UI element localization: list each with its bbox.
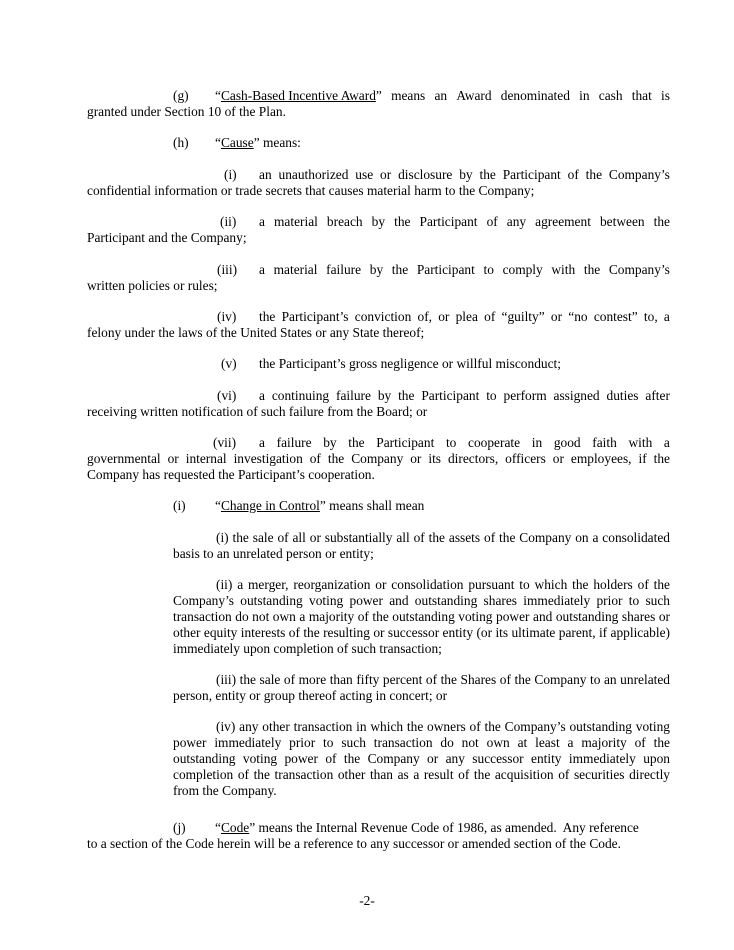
cause-item-ii: (ii) a material breach by the Participant of any agreement between the Participant and the Company; <box>87 214 670 245</box>
cause-item-vii-label: (vii) <box>213 435 237 450</box>
term-change-in-control: Change in Control <box>220 498 320 513</box>
cause-item-vi-label: (vi) <box>217 388 237 403</box>
term-code: Code <box>220 820 250 835</box>
change-in-control-sub-iv: (iv) any other transaction in which the owners of the Company’s outstanding voting power immediately prior to such transaction do not own at least a majority of the outstanding voting power of the Company or any successor entity immediately upon completion of the transaction other than as a result of the acquisition of securities directly from the Company. <box>173 719 670 798</box>
cause-item-vii: (vii) a failure by the Participant to cooperate in good faith with a governmental or internal investigation of the Company or its directors, officers or employees, if the Company has requested the Participant’s cooperation. <box>87 435 670 482</box>
definition-i-label: (i) <box>173 498 186 513</box>
cause-item-iv: (iv) the Participant’s conviction of, or plea of “guilty” or “no contest” to, a felony under the laws of the United States or any State thereof; <box>87 309 670 340</box>
definition-i: (i) “Change in Control” means shall mean <box>173 498 425 513</box>
cause-item-iii-label: (iii) <box>217 262 238 277</box>
definition-j-label: (j) <box>173 820 186 835</box>
definition-g-line1: (g) “Cash-Based Incentive Award” means an Award denominated in cash that is <box>173 88 670 103</box>
cause-item-vi: (vi) a continuing failure by the Participant to perform assigned duties after receiving written notification of such failure from the Board; or <box>87 388 670 419</box>
definition-g-label: (g) <box>173 88 189 103</box>
cause-item-v: (v) the Participant’s gross negligence or willful misconduct; <box>221 356 561 371</box>
term-cash-based-incentive-award: Cash-Based Incentive Award <box>220 88 376 103</box>
cause-item-iv-label: (iv) <box>217 309 237 324</box>
definition-j: (j) “Code” means the Internal Revenue Code of 1986, as amended. Any reference to a section of the Code herein will be a reference to any successor or amended section of the Code. <box>87 820 639 851</box>
term-cause: Cause <box>220 135 254 150</box>
cause-item-iii: (iii) a material failure by the Participant to comply with the Company’s written policies or rules; <box>87 262 670 293</box>
cause-item-i: (i) an unauthorized use or disclosure by the Participant of the Company’s confidential information or trade secrets that causes material harm to the Company; <box>87 167 670 198</box>
cause-item-i-label: (i) <box>224 167 237 182</box>
cause-item-ii-label: (ii) <box>220 214 237 229</box>
definition-g-line2: granted under Section 10 of the Plan. <box>87 104 286 119</box>
definition-g <box>87 88 670 120</box>
change-in-control-sub-ii: (ii) a merger, reorganization or consolidation pursuant to which the holders of the Company’s outstanding voting power and outstanding shares immediately prior to such transaction do not own a majority of the outstanding voting power and outstanding shares or other equity interests of the resulting or successor entity (or its ultimate parent, if applicable) immediately upon completion of such transaction; <box>173 577 670 656</box>
definition-h: (h) “Cause” means: <box>173 135 301 150</box>
cause-item-v-label: (v) <box>221 356 237 371</box>
change-in-control-sub-iii: (iii) the sale of more than fifty percent of the Shares of the Company to an unrelated person, entity or group thereof acting in concert; or <box>173 672 670 703</box>
definition-h-label: (h) <box>173 135 189 150</box>
change-in-control-sub-i: (i) the sale of all or substantially all of the assets of the Company on a consolidated basis to an unrelated person or entity; <box>173 530 670 561</box>
page-number: -2- <box>359 893 375 908</box>
